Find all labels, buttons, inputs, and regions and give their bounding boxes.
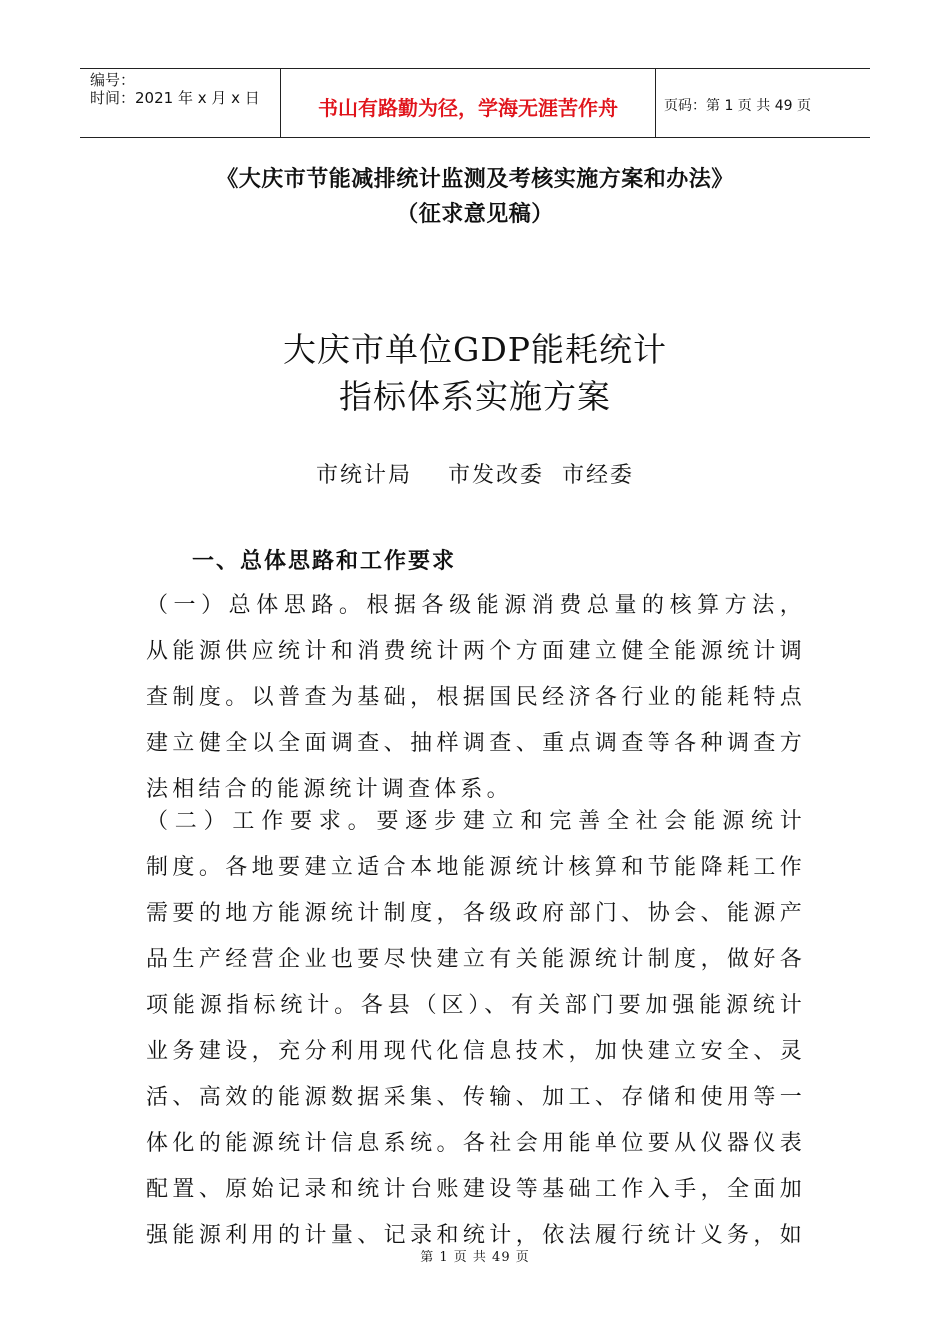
main-title-line-2: 指标体系实施方案 — [339, 377, 611, 416]
paragraph-line: 活、高效的能源数据采集、传输、加工、存储和使用等一 — [146, 1085, 806, 1110]
paragraph-line: 从能源供应统计和消费统计两个方面建立健全能源统计调 — [146, 639, 806, 664]
paragraph-line: 配置、原始记录和统计台账建设等基础工作入手，全面加 — [146, 1177, 806, 1202]
paragraph-line: 项能源指标统计。各县（区）、有关部门要加强能源统计 — [146, 993, 806, 1018]
document-subtitle: （征求意见稿） — [396, 201, 554, 227]
header-page-info: 页码：第 1 页 共 49 页 — [664, 98, 811, 114]
paragraph-overall-approach — [146, 583, 806, 813]
document-date-label: 时间：2021 年 x 月 x 日 — [90, 89, 260, 107]
issuing-departments: 市统计局 市发改委 市经委 — [316, 463, 634, 488]
paragraph-work-requirements — [146, 799, 806, 1259]
document-title: 《大庆市节能减排统计监测及考核实施方案和办法》 — [216, 166, 734, 192]
paragraph-line: 需要的地方能源统计制度，各级政府部门、协会、能源产 — [146, 901, 806, 926]
paragraph-line: （一）总体思路。根据各级能源消费总量的核算方法， — [146, 593, 806, 618]
paragraph-line: 建立健全以全面调查、抽样调查、重点调查等各种调查方 — [146, 731, 806, 756]
paragraph-line: 法相结合的能源统计调查体系。 — [146, 777, 513, 802]
paragraph-line: （二）工作要求。要逐步建立和完善全社会能源统计 — [146, 809, 806, 834]
header-motto: 书山有路勤为径，学海无涯苦作舟 — [280, 69, 656, 137]
paragraph-line: 制度。各地要建立适合本地能源统计核算和节能降耗工作 — [146, 855, 806, 880]
section-heading: 一、总体思路和工作要求 — [192, 548, 457, 574]
page-footer: 第 1 页 共 49 页 — [420, 1250, 530, 1265]
paragraph-line: 业务建设，充分利用现代化信息技术，加快建立安全、灵 — [146, 1039, 806, 1064]
document-number-label: 编号： — [90, 71, 136, 89]
paragraph-line: 品生产经营企业也要尽快建立有关能源统计制度，做好各 — [146, 947, 806, 972]
paragraph-line: 强能源利用的计量、记录和统计，依法履行统计义务，如 — [146, 1223, 806, 1248]
paragraph-line: 体化的能源统计信息系统。各社会用能单位要从仪器仪表 — [146, 1131, 806, 1156]
paragraph-line: 查制度。以普查为基础，根据国民经济各行业的能耗特点 — [146, 685, 806, 710]
main-title-line-1: 大庆市单位GDP能耗统计 — [282, 330, 668, 369]
header-meta — [80, 69, 280, 137]
document-header — [80, 68, 870, 138]
